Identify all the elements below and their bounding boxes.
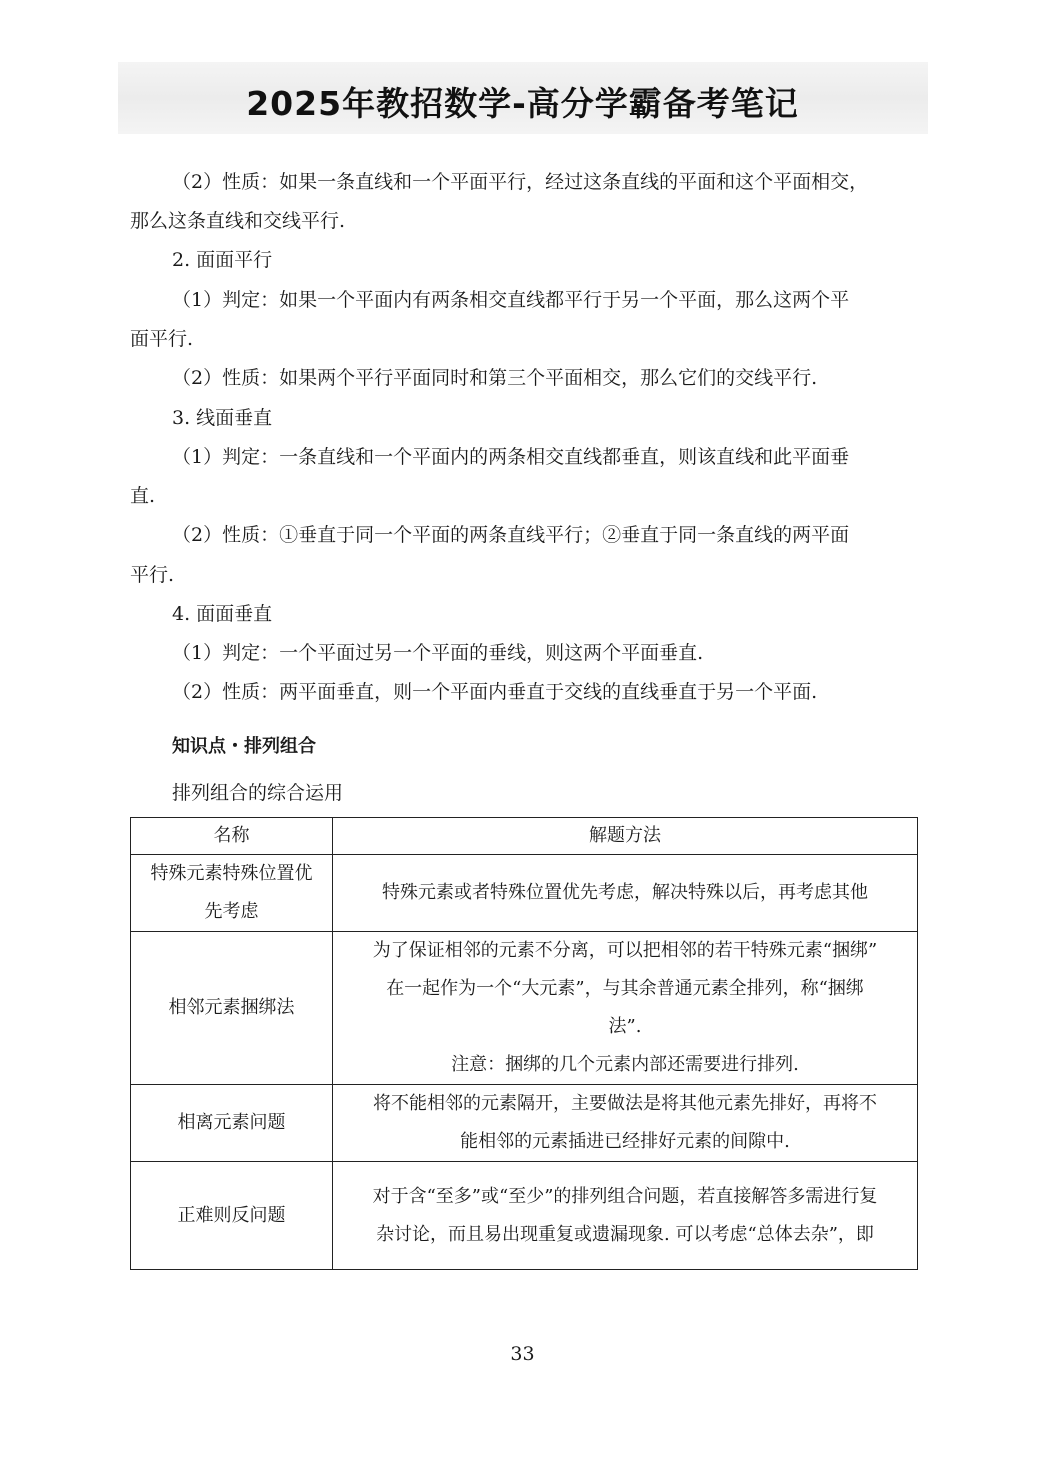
method-table <box>130 817 918 1270</box>
cell-text: 杂讨论，而且易出现重复或遗漏现象. 可以考虑“总体去杂”，即 <box>376 1223 874 1245</box>
table-cell-method <box>333 1085 918 1162</box>
section-intro: 排列组合的综合运用 <box>172 782 344 804</box>
table-cell-method <box>333 855 918 932</box>
table-header-name: 名称 <box>131 818 333 855</box>
table-row <box>131 1085 918 1162</box>
body-line: （1）判定：如果一个平面内有两条相交直线都平行于另一个平面，那么这两个平 <box>172 289 850 311</box>
subsection-heading: 2. 面面平行 <box>172 249 273 271</box>
body-line: （2）性质：①垂直于同一个平面的两条直线平行；②垂直于同一条直线的两平面 <box>172 524 850 546</box>
body-line: （2）性质：如果一条直线和一个平面平行，经过这条直线的平面和这个平面相交， <box>172 171 869 193</box>
table-header-row <box>131 818 918 855</box>
document-title: 2025年教招数学-高分学霸备考笔记 <box>246 84 799 123</box>
section-heading: 知识点・排列组合 <box>172 736 316 757</box>
body-line: 直. <box>130 485 156 507</box>
table-row <box>131 932 918 1085</box>
body-line: （1）判定：一个平面过另一个平面的垂线，则这两个平面垂直. <box>172 642 704 664</box>
cell-text: 在一起作为一个“大元素”，与其余普通元素全排列，称“捆绑 <box>386 978 864 999</box>
table-cell-method <box>333 932 918 1085</box>
table-header-method: 解题方法 <box>333 818 918 855</box>
body-line: 那么这条直线和交线平行. <box>130 210 346 232</box>
table-cell-method <box>333 1162 918 1270</box>
cell-text: 对于含“至多”或“至少”的排列组合问题，若直接解答多需进行复 <box>372 1185 878 1207</box>
table-cell-name <box>131 855 333 932</box>
body-line: 面平行. <box>130 328 194 350</box>
cell-text: 能相邻的元素插进已经排好元素的间隙中. <box>460 1131 790 1152</box>
page-number: 33 <box>510 1343 535 1365</box>
body-line: （2）性质：两平面垂直，则一个平面内垂直于交线的直线垂直于另一个平面. <box>172 681 818 703</box>
cell-text: 为了保证相邻的元素不分离，可以把相邻的若干特殊元素“捆绑” <box>372 940 878 961</box>
cell-text: 法”. <box>608 1016 642 1037</box>
cell-text: 注意：捆绑的几个元素内部还需要进行排列. <box>451 1054 799 1075</box>
cell-text: 将不能相邻的元素隔开，主要做法是将其他元素先排好，再将不 <box>373 1093 877 1114</box>
body-line: （1）判定：一条直线和一个平面内的两条相交直线都垂直，则该直线和此平面垂 <box>172 446 850 468</box>
subsection-heading: 4. 面面垂直 <box>172 603 273 625</box>
cell-text: 特殊元素或者特殊位置优先考虑，解决特殊以后，再考虑其他 <box>382 882 868 903</box>
cell-text: 相离元素问题 <box>177 1112 286 1133</box>
subsection-heading: 3. 线面垂直 <box>172 407 273 429</box>
table-row <box>131 1162 918 1270</box>
table-row <box>131 855 918 932</box>
body-line: 平行. <box>130 564 175 586</box>
table-cell-name <box>131 932 333 1085</box>
cell-text: 特殊元素特殊位置优 <box>150 863 313 884</box>
cell-text: 先考虑 <box>204 901 259 922</box>
table-cell-name <box>131 1085 333 1162</box>
table-cell-name <box>131 1162 333 1270</box>
body-line: （2）性质：如果两个平行平面同时和第三个平面相交，那么它们的交线平行. <box>172 367 818 389</box>
cell-text: 相邻元素捆绑法 <box>168 997 295 1018</box>
cell-text: 正难则反问题 <box>177 1204 286 1226</box>
